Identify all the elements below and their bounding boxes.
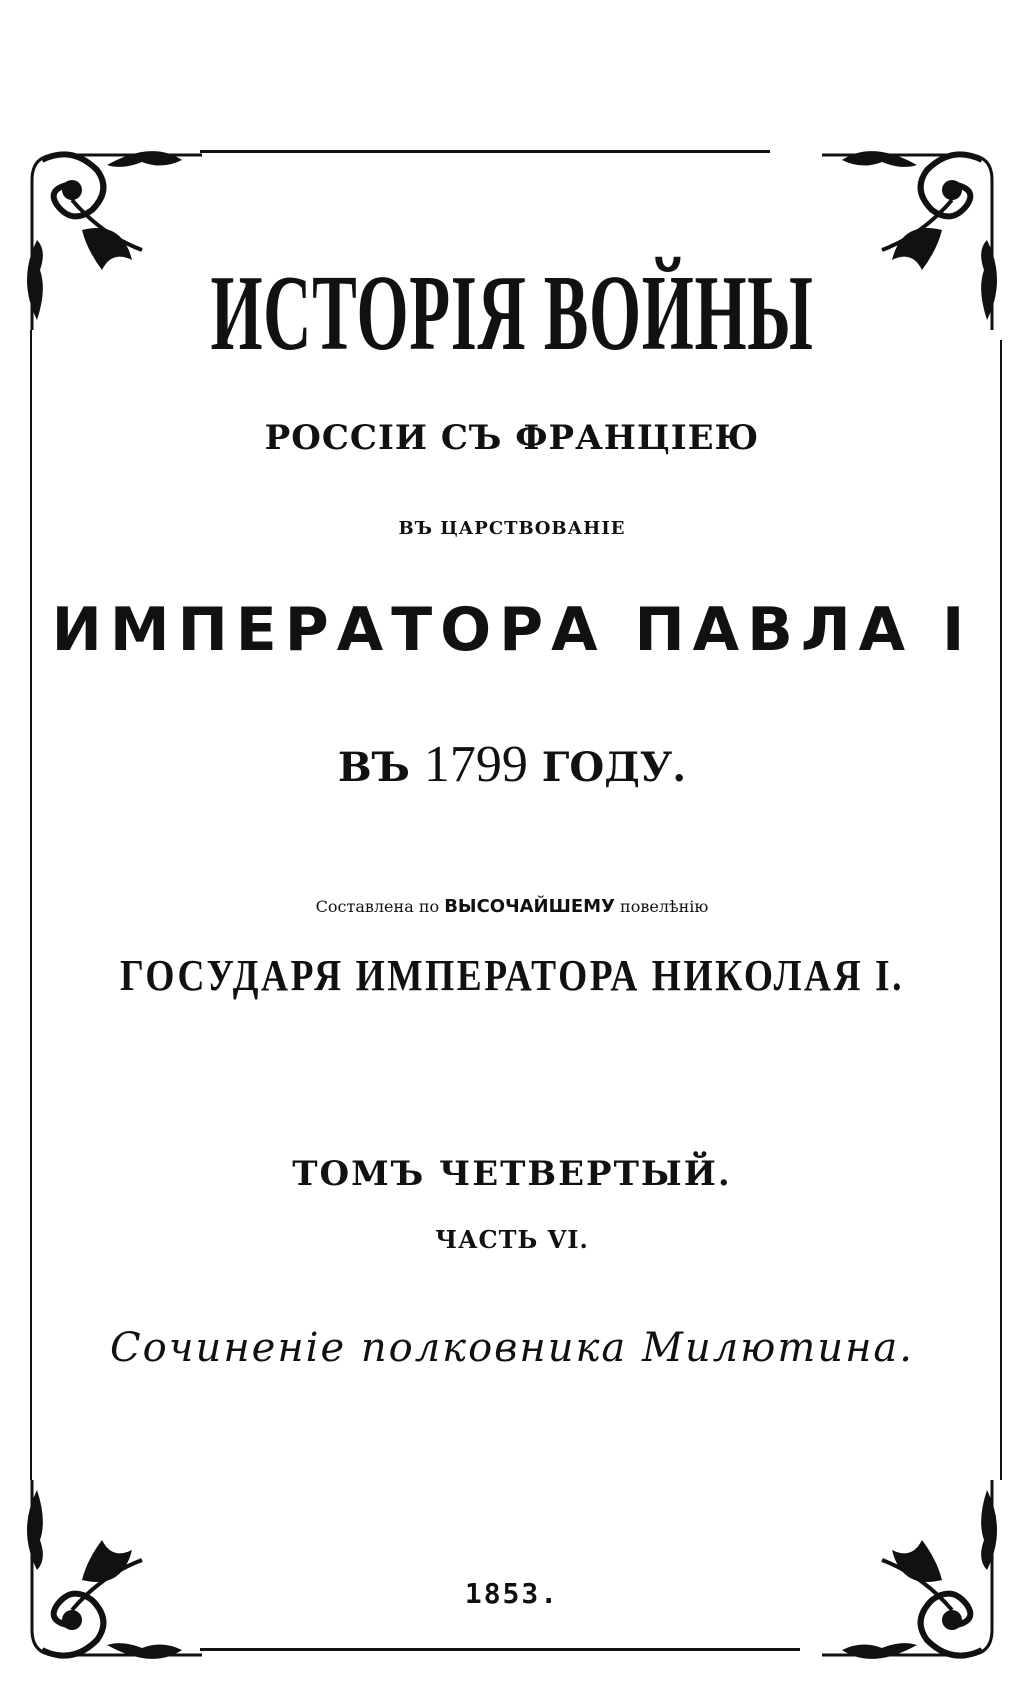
main-title: ИСТОРІЯ ВОЙНЫ (210, 254, 814, 373)
year-prefix: ВЪ (337, 744, 410, 791)
year-number: 1799 (423, 736, 528, 793)
emperor-name: ИМПЕРАТОРА ПАВЛА I (51, 595, 973, 665)
year-line (0, 735, 1024, 794)
year-suffix: ГОДУ. (541, 744, 687, 791)
corner-ornament-bottom-right-icon (812, 1470, 1012, 1670)
subtitle: РОССІИ СЪ ФРАНЦІЕЮ (264, 418, 760, 458)
composed-highest: ВЫСОЧАЙШЕМУ (444, 896, 615, 917)
corner-ornament-bottom-left-icon (12, 1470, 212, 1670)
composed-post: повелѣнію (620, 897, 709, 916)
sovereign-name: ГОСУДАРЯ ИМПЕРАТОРА НИКОЛАЯ I. (119, 951, 905, 1000)
reign-prefix: ВЪ ЦАРСТВОВАНІЕ (398, 518, 626, 539)
part-number: ЧАСТЬ VI. (435, 1225, 589, 1254)
composed-line (0, 896, 1024, 917)
border-top-line (200, 150, 770, 153)
border-bottom-line (200, 1648, 800, 1651)
volume-title: ТОМЪ ЧЕТВЕРТЫЙ. (292, 1154, 732, 1194)
publication-year: 1853. (464, 1577, 560, 1610)
author-line: Сочиненіе полковника Милютина. (109, 1325, 914, 1371)
composed-pre: Составлена по (315, 897, 440, 916)
